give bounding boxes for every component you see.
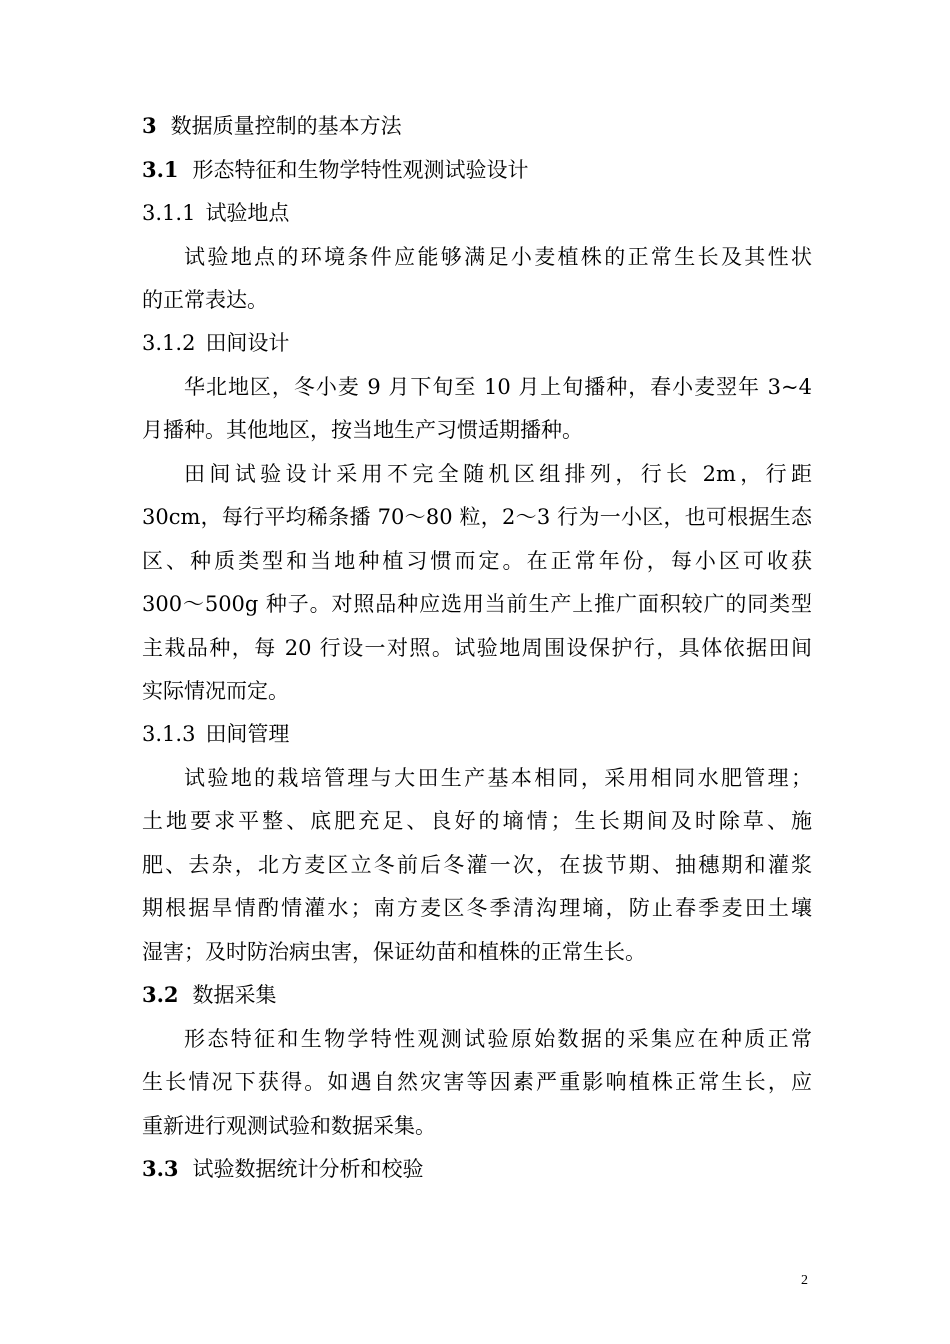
paragraph-line: 土地要求平整、底肥充足、良好的墒情；生长期间及时除草、施 <box>142 809 812 833</box>
section-number: 3.1.1 <box>142 201 196 225</box>
page-number: 2 <box>801 1273 808 1288</box>
section-heading-3-3 <box>142 1155 812 1183</box>
paragraph-line: 实际情况而定。 <box>142 679 289 703</box>
section-heading-3-1-3 <box>142 720 812 748</box>
section-title: 试验数据统计分析和校验 <box>192 1157 424 1181</box>
paragraph-line: 30cm，每行平均稀条播 70～80 粒，2～3 行为一小区，也可根据生态 <box>142 505 812 529</box>
paragraph-line: 300～500g 种子。对照品种应选用当前生产上推广面积较广的同类型 <box>142 592 812 616</box>
paragraph-line: 月播种。其他地区，按当地生产习惯适期播种。 <box>142 418 583 442</box>
paragraph-line: 生长情况下获得。如遇自然灾害等因素严重影响植株正常生长，应 <box>142 1070 812 1094</box>
paragraph-line: 湿害；及时防治病虫害，保证幼苗和植株的正常生长。 <box>142 940 646 964</box>
section-number: 3.1 <box>142 157 179 182</box>
section-number: 3 <box>142 113 157 138</box>
section-number: 3.3 <box>142 1156 179 1181</box>
section-heading-3-2 <box>142 981 812 1009</box>
paragraph-line: 期根据旱情酌情灌水；南方麦区冬季清沟理墒，防止春季麦田土壤 <box>142 896 812 920</box>
paragraph-line: 试验地的栽培管理与大田生产基本相同，采用相同水肥管理； <box>184 766 812 790</box>
paragraph-line: 华北地区，冬小麦 9 月下旬至 10 月上旬播种，春小麦翌年 3~4 <box>184 375 812 399</box>
section-title: 试验地点 <box>205 201 290 225</box>
section-heading-3-1-2 <box>142 329 812 357</box>
section-title: 田间设计 <box>205 331 290 355</box>
section-title: 形态特征和生物学特性观测试验设计 <box>192 158 529 182</box>
section-title: 田间管理 <box>205 722 290 746</box>
section-heading-3-1-1 <box>142 199 812 227</box>
paragraph-line: 主栽品种，每 20 行设一对照。试验地周围设保护行，具体依据田间 <box>142 636 812 660</box>
paragraph-line: 试验地点的环境条件应能够满足小麦植株的正常生长及其性状 <box>184 245 812 269</box>
paragraph-line: 田间试验设计采用不完全随机区组排列，行长 2m，行距 <box>184 462 812 486</box>
section-number: 3.2 <box>142 982 179 1007</box>
paragraph-line: 的正常表达。 <box>142 288 268 312</box>
paragraph-line: 重新进行观测试验和数据采集。 <box>142 1114 436 1138</box>
paragraph-line: 肥、去杂，北方麦区立冬前后冬灌一次，在拔节期、抽穗期和灌浆 <box>142 853 812 877</box>
section-number: 3.1.3 <box>142 722 196 746</box>
section-heading-3-1 <box>142 156 812 184</box>
section-number: 3.1.2 <box>142 331 196 355</box>
paragraph-line: 区、种质类型和当地种植习惯而定。在正常年份，每小区可收获 <box>142 549 812 573</box>
paragraph-line: 形态特征和生物学特性观测试验原始数据的采集应在种质正常 <box>184 1027 812 1051</box>
section-title: 数据采集 <box>192 983 277 1007</box>
section-heading-3 <box>142 112 812 140</box>
section-title: 数据质量控制的基本方法 <box>170 114 402 138</box>
